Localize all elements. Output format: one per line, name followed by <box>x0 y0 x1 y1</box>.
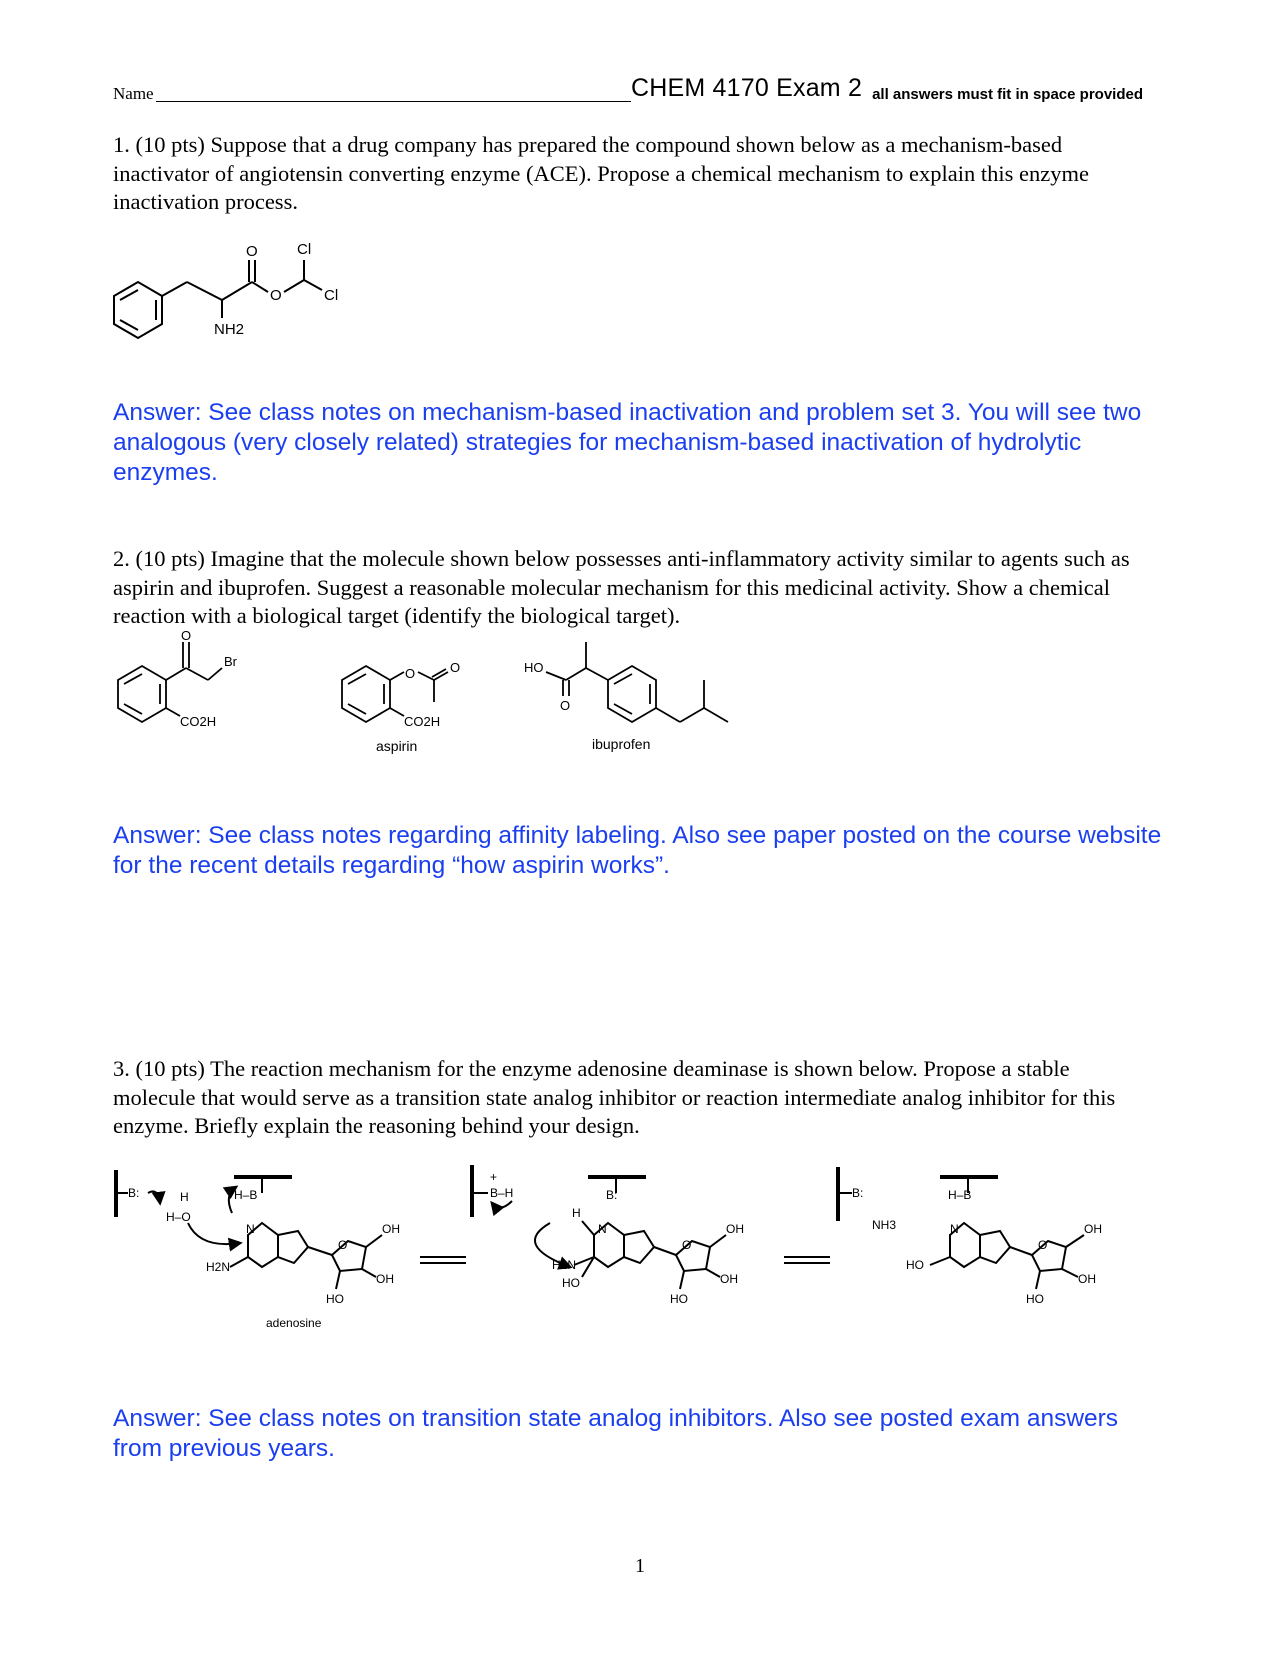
q1-structure-figure <box>100 238 380 358</box>
aspirin-label-co2h: CO2H <box>404 714 441 729</box>
exam-title: CHEM 4170 Exam 2 <box>631 74 863 102</box>
s1-label-hb: H–B <box>234 1188 258 1202</box>
s1-label-n: N <box>246 1222 255 1236</box>
s1-label-h: H <box>180 1190 189 1204</box>
s3-label-o: O <box>1038 1238 1048 1252</box>
name-blank-line <box>156 101 631 102</box>
s3-label-oh: OH <box>1084 1222 1102 1236</box>
s3-label-hb: H–B <box>948 1188 972 1202</box>
s2-label-plus: + <box>490 1170 498 1184</box>
page-number: 1 <box>635 1555 645 1577</box>
s2-label-o: O <box>682 1238 692 1252</box>
s1-label-oh2: OH <box>376 1272 394 1286</box>
q3-mechanism-figure <box>100 1165 1150 1345</box>
q1-label-nh2: NH2 <box>214 321 245 338</box>
s2-label-h2n: H2N <box>552 1258 577 1272</box>
s2-label-bh: B–H <box>490 1186 514 1200</box>
answer-3-text: Answer: See class notes on transition state analog inhibitors. Also see posted exam answers from previous years. <box>113 1405 1119 1462</box>
s3-label-oh2: OH <box>1078 1272 1096 1286</box>
adenosine-label: adenosine <box>266 1316 322 1330</box>
ibuprofen-label-o: O <box>560 698 571 713</box>
s3-label-ho-base: HO <box>906 1258 924 1272</box>
m1-label-br: Br <box>224 654 237 669</box>
s3-label-b: B: <box>852 1186 864 1200</box>
question-2-text: 2. (10 pts) Imagine that the molecule shown below possesses anti-inflammatory activity similar to agents such as aspirin and ibuprofen. Suggest a reasonable molecular mechanism for this medicinal activity. Show a chemical reaction with a biological target (identify the biological target). <box>113 546 1130 628</box>
q1-label-cl-right: Cl <box>324 287 339 304</box>
s1-label-o: O <box>338 1238 348 1252</box>
m1-label-co2h: CO2H <box>180 714 217 729</box>
s2-label-oh: OH <box>726 1222 744 1236</box>
s3-label-ho-sugar: HO <box>1026 1292 1044 1306</box>
s2-label-h: H <box>572 1206 581 1220</box>
s2-label-b: B: <box>606 1188 618 1202</box>
aspirin-label-o2: O <box>450 660 461 675</box>
s2-label-oh2: OH <box>720 1272 738 1286</box>
s1-label-ho: H–O <box>166 1210 191 1224</box>
name-label: Name <box>113 84 154 103</box>
s3-label-nh3: NH3 <box>872 1218 897 1232</box>
s1-label-b: B: <box>128 1186 140 1200</box>
q1-label-cl-top: Cl <box>297 241 312 258</box>
page-header <box>113 74 1143 104</box>
answer-1-text: Answer: See class notes on mechanism-based inactivation and problem set 3. You will see two analogous (very closely related) strategies for mechanism-based inactivation of hydrolytic enzymes. <box>113 399 1142 486</box>
aspirin-name-label: aspirin <box>376 738 418 754</box>
s1-label-oh: OH <box>382 1222 400 1236</box>
s2-label-ho-base: HO <box>562 1276 580 1290</box>
question-3-text: 3. (10 pts) The reaction mechanism for the enzyme adenosine deaminase is shown below. Propose a stable molecule that would serve as a transition state analog inhibitor or reaction intermediate analog inhibitor for this enzyme. Briefly explain the reasoning behind your design. <box>113 1056 1116 1138</box>
s2-label-n: N <box>598 1222 607 1236</box>
header-note: all answers must fit in space provided <box>872 86 1143 103</box>
s3-label-n: N <box>950 1222 959 1236</box>
s2-label-ho-sugar: HO <box>670 1292 688 1306</box>
q2-structures-figure <box>100 628 750 758</box>
q1-label-carbonyl-o: O <box>246 243 258 260</box>
s1-label-ho-sugar: HO <box>326 1292 344 1306</box>
question-1-text: 1. (10 pts) Suppose that a drug company has prepared the compound shown below as a mechanism-based inactivator of angiotensin converting enzyme (ACE). Propose a chemical mechanism to explain this enzyme inactivation process. <box>113 132 1089 214</box>
s1-label-h2n: H2N <box>206 1260 231 1274</box>
ibuprofen-label-ho: HO <box>524 660 544 675</box>
answer-2-text: Answer: See class notes regarding affinity labeling. Also see paper posted on the course website for the recent details regarding “how aspirin works”. <box>113 822 1162 879</box>
aspirin-label-o1: O <box>405 666 416 681</box>
q1-label-ester-o: O <box>270 287 282 304</box>
ibuprofen-name-label: ibuprofen <box>592 736 651 752</box>
m1-label-o: O <box>181 628 192 643</box>
